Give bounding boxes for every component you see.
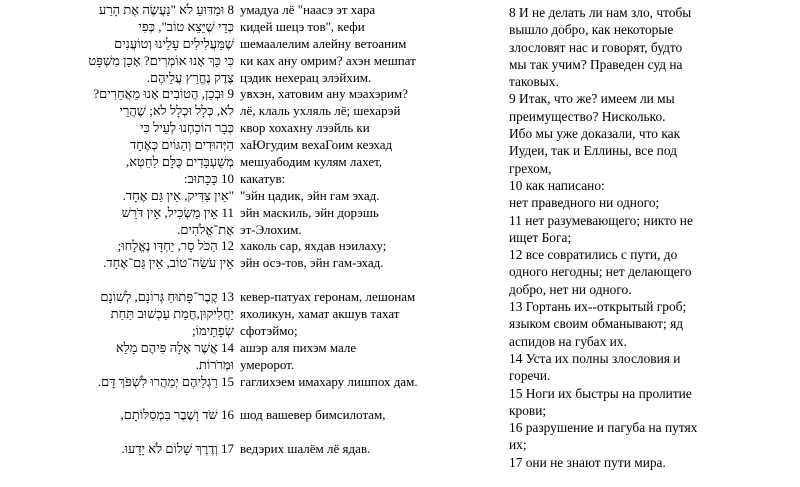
hebrew-line: 9 וּבְכֵן, הֲטוֹבִים אָנוּ מֵאֲחֵרִים? (93, 86, 234, 102)
transliteration-line: "эйн цадик, эйн гам эхад. (240, 187, 380, 203)
transliteration-line: кидей шецэ тов", кефи (240, 18, 365, 34)
transliteration-line: хаколь сар, яхдав нэилаху; (240, 238, 387, 254)
transliteration-line: какатув: (240, 170, 286, 186)
transliteration-line: цэдик нехерац элэйхим. (240, 69, 372, 85)
transliteration-line: ки ках ану омрим? ахэн мешпат (240, 52, 416, 68)
transliteration-line: умадуа лё "наасэ эт хара (240, 2, 376, 17)
transliteration-line: шемаалелим алейну ветоаним (240, 35, 407, 51)
transliteration-line: ведэрих шалём лё ядав. (240, 441, 371, 457)
russian-line: 14 Уста их полны злословия и (509, 350, 681, 366)
russian-line: языком своим обманывают; яд (509, 316, 684, 332)
russian-line: 16 разрушение и пагуба на путях (509, 420, 698, 436)
hebrew-line (0, 272, 234, 289)
transliteration-line (240, 424, 502, 441)
hebrew-line: 15 רַגְלֵיהֶם יְמַהֲרוּ לִשְׁפֹּךְ דָּם. (97, 373, 234, 389)
russian-line: Ибо мы уже доказали, что как (509, 126, 681, 142)
hebrew-text-column (0, 0, 234, 458)
transliteration-text-column (240, 0, 502, 458)
hebrew-line: מְשֻׁעְבָּדִים כֻּלָּם לַחֵטְא, (125, 154, 234, 170)
hebrew-line: כְּבָר הוֹכַחְנוּ לְעֵיל כִּי (140, 120, 234, 136)
transliteration-line: яхоликун, хамат акшув тахат (240, 306, 400, 322)
transliteration-line: мешуабодим кулям лахет, (240, 154, 383, 170)
hebrew-line: 11 אֵין מַשְׂכִּיל, אֵין דֹּרֵשׁ (121, 204, 234, 220)
hebrew-line: הַיְּהוּדִים וְהַגּוֹיִם כְּאֶחָד (129, 137, 234, 153)
hebrew-line: 17 וְדֶרֶךְ שָׁלוֹם לֹא יָדָעוּ. (121, 441, 234, 457)
transliteration-line: умеророт. (240, 356, 295, 372)
hebrew-line: שְׂפָתֵימוֹ; (192, 322, 234, 338)
russian-line: нет праведного ни одного; (509, 195, 660, 211)
russian-line: 11 нет разумевающего; никто не (509, 212, 693, 228)
hebrew-line: "אֵין צַדִּיק, אֵין גַּם אֶחָד. (122, 187, 234, 203)
russian-line: 15 Ноги их быстры на пролитие (509, 385, 692, 401)
hebrew-line (0, 390, 234, 407)
hebrew-line: 12 הַכֹּל סָר, יַחְדָּו נֶאֱלָחוּ; (117, 238, 234, 254)
hebrew-line: אֶת־אֱלֹהִים. (177, 221, 234, 237)
russian-line: 17 они не знают пути мира. (509, 454, 666, 470)
russian-line: крови; (509, 402, 547, 418)
russian-text-column (509, 0, 745, 471)
hebrew-line: יַחֲלִיקוּן,חֲמַת עַכְשׁוּב תַּחַת (110, 306, 234, 322)
russian-line: 13 Гортань их--открытый гроб; (509, 299, 687, 315)
hebrew-line: כִּי כָּךְ אָנוּ אוֹמְרִים? אָכֵן מִשְׁפָּט (88, 52, 234, 68)
russian-line: таковых. (509, 74, 559, 90)
russian-line: 9 Итак, что же? имеем ли мы (509, 91, 675, 107)
hebrew-line: שֶׁמַּעֲלִילִים עָלֵינוּ וְטוֹעֲנִים (114, 35, 234, 51)
hebrew-line: 16 שֹׁד וָשֶׁבֶר בִּמְסִלּוֹתָם, (120, 407, 234, 423)
russian-line: преимущество? Нисколько. (509, 108, 666, 124)
hebrew-line (0, 424, 234, 441)
hebrew-line: 14 אֲשֶׁר אָלָה פִּיהֶם מָלֵא (115, 339, 234, 355)
hebrew-line: 8 וּמַדּוּעַ לֹא "נַעֲשֶׂה אֶת הָרַע (98, 2, 234, 17)
transliteration-line: эт-Элохим. (240, 221, 302, 237)
transliteration-line: гаглихэем имахару лишпох дам. (240, 373, 418, 389)
russian-line: 10 как написано: (509, 177, 605, 193)
hebrew-line: וּמְרֹרוֹת. (195, 356, 234, 372)
transliteration-line: эйн осэ-тов, эйн гам-эхад. (240, 255, 384, 271)
transliteration-line: увхэн, хатовим ану мэахэрим? (240, 86, 408, 102)
russian-line: вышло добро, как некоторые (509, 22, 674, 38)
hebrew-line: צֶדֶק נֶחֱרַץ עֲלֵיהֶם. (146, 69, 234, 85)
russian-line: мы так учим? Праведен суд на (509, 56, 683, 72)
transliteration-line (240, 272, 502, 289)
russian-line: Иудеи, так и Еллины, все под (509, 143, 677, 159)
hebrew-line: כְּדֵי שֶׁיֵּצֵא טוֹב", כְּפִי (138, 18, 234, 34)
russian-line: 8 И не делать ли нам зло, чтобы (509, 5, 692, 20)
russian-line: злословят нас и говорят, будто (509, 39, 683, 55)
russian-line: 12 все совратились с пути, до (509, 247, 678, 263)
russian-line: аспидов на губах их. (509, 333, 627, 349)
russian-line: добро, нет ни одного. (509, 281, 632, 297)
transliteration-line: хаЮгудим вехаГоим кеэхад (240, 137, 393, 153)
russian-line: горечи. (509, 368, 551, 384)
russian-line: грехом, (509, 160, 552, 176)
russian-line: их; (509, 437, 527, 453)
hebrew-line: 13 קֶבֶר־פָּתוּחַ גְּרוֹנָם, לְשׁוֹנָם (100, 289, 234, 305)
russian-line: ищет Бога; (509, 229, 572, 245)
russian-line: одного негодны; нет делающего (509, 264, 692, 280)
transliteration-line: кевер-патуах геронам, лешонам (240, 289, 416, 305)
transliteration-line: сфотэймо; (240, 322, 298, 338)
transliteration-line: эйн маскиль, эйн дорэшь (240, 204, 379, 220)
transliteration-line: квор хохахну лээйль ки (240, 120, 370, 136)
transliteration-line: шод вашевер бимсилотам, (240, 407, 386, 423)
transliteration-line: ашэр аля пихэм мале (240, 339, 357, 355)
hebrew-line: לֹא, כְּלָל וּכְלָל לֹא; שֶׁהֲרֵי (119, 103, 234, 119)
hebrew-line: אֵין עֹשֵׂה־טוֹב, אֵין גַּם־אֶחָד. (103, 255, 234, 271)
transliteration-line: лё, клаль ухляль лё; шехарэй (240, 103, 401, 119)
hebrew-line: 10 כַּכָּתוּב: (183, 170, 234, 186)
transliteration-line (240, 390, 502, 407)
